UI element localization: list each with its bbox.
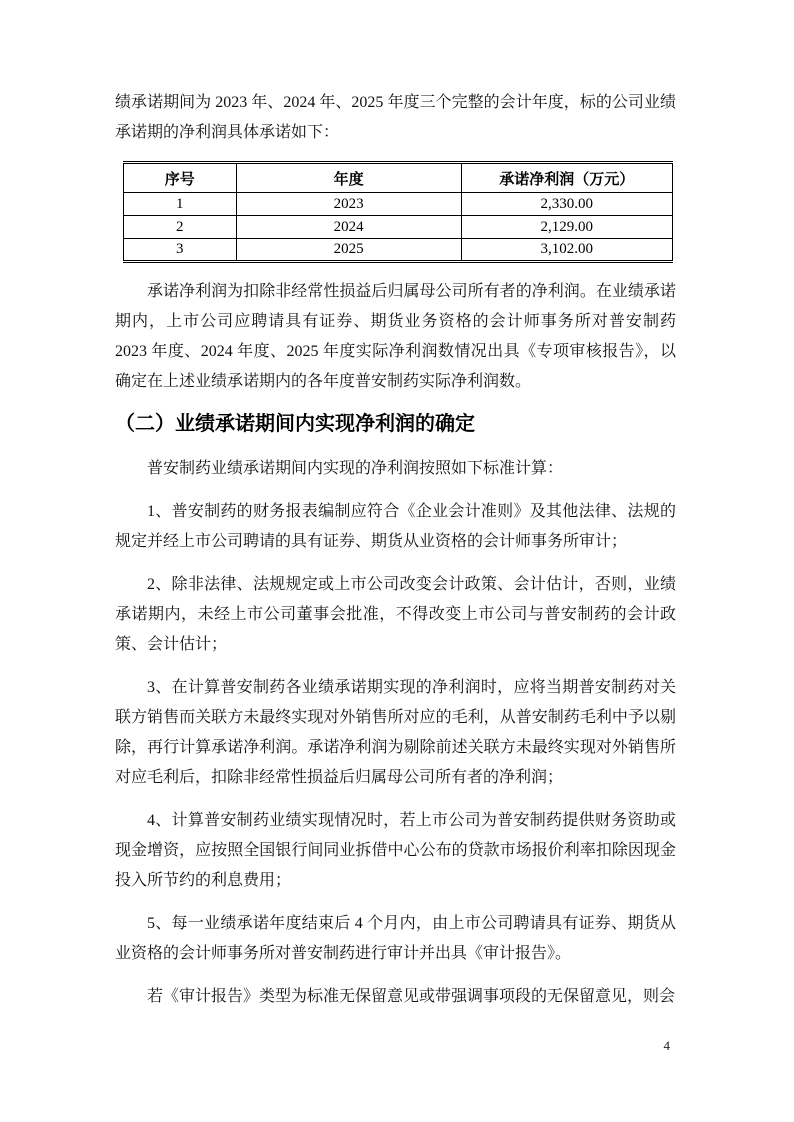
paragraph-intro: 绩承诺期间为 2023 年、2024 年、2025 年度三个完整的会计年度，标的公司业绩承诺期的净利润具体承诺如下： <box>115 94 676 141</box>
col-header-year: 年度 <box>236 163 461 193</box>
paragraph-closing: 若《审计报告》类型为标准无保留意见或带强调事项段的无保留意见，则会 <box>147 988 676 1005</box>
page-content <box>115 88 676 1025</box>
clause-item-1: 1、普安制药的财务报表编制应符合《企业会计准则》及其他法律、法规的规定并经上市公司聘请的具有证券、期货从业资格的会计师事务所审计； <box>115 503 676 550</box>
col-header-index: 序号 <box>124 163 237 193</box>
table-cell-year: 2023 <box>236 193 461 216</box>
table-row <box>124 216 673 239</box>
section-heading: （二）业绩承诺期间内实现净利润的确定 <box>115 413 475 435</box>
clause-item-2: 2、除非法律、法规规定或上市公司改变会计政策、会计估计，否则，业绩承诺期内，未经上市公司董事会批准，不得改变上市公司与普安制药的会计政策、会计估计； <box>115 576 676 653</box>
profit-commitment-table <box>123 161 673 263</box>
table-cell-index: 2 <box>124 216 237 239</box>
paragraph-after-table: 承诺净利润为扣除非经常性损益后归属母公司所有者的净利润。在业绩承诺期内，上市公司应聘请具有证券、期货业务资格的会计师事务所对普安制药 2023 年度、2024 年度、2025 年度实际净利润数情况出具《专项审核报告》，以确定在上述业绩承诺期内的各年度普安制药实际净利润数。 <box>115 283 676 390</box>
table-cell-index: 1 <box>124 193 237 216</box>
col-header-profit: 承诺净利润（万元） <box>461 163 672 193</box>
clause-item-5: 5、每一业绩承诺年度结束后 4 个月内，由上市公司聘请具有证券、期货从业资格的会计师事务所对普安制药进行审计并出具《审计报告》。 <box>115 915 676 962</box>
table-cell-profit: 2,330.00 <box>461 193 672 216</box>
clause-item-3: 3、在计算普安制药各业绩承诺期实现的净利润时，应将当期普安制药对关联方销售而关联方未最终实现对外销售所对应的毛利，从普安制药毛利中予以剔除，再行计算承诺净利润。承诺净利润为剔除前述关联方未最终实现对外销售所对应毛利后，扣除非经常性损益后归属母公司所有者的净利润； <box>115 679 676 786</box>
page-number: 4 <box>663 1038 670 1053</box>
table-cell-year: 2024 <box>236 216 461 239</box>
table-row <box>124 193 673 216</box>
clause-item-4: 4、计算普安制药业绩实现情况时，若上市公司为普安制药提供财务资助或现金增资，应按照全国银行间同业拆借中心公布的贷款市场报价利率扣除因现金投入所节约的利息费用； <box>115 812 676 889</box>
paragraph-calc-intro: 普安制药业绩承诺期间内实现的净利润按照如下标准计算： <box>147 460 564 477</box>
table-cell-index: 3 <box>124 239 237 262</box>
table-header-row <box>124 163 673 193</box>
table-cell-profit: 3,102.00 <box>461 239 672 262</box>
table-cell-profit: 2,129.00 <box>461 216 672 239</box>
table-cell-year: 2025 <box>236 239 461 262</box>
table-row <box>124 239 673 262</box>
